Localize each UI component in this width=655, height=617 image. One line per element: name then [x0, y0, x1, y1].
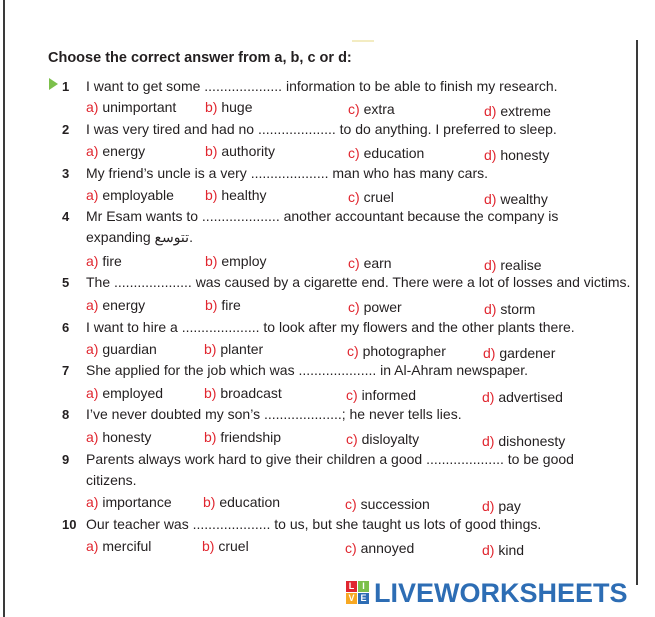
question-text: She applied for the job which was .................... in Al-Ahram newspaper. [86, 362, 528, 378]
option-c[interactable] [348, 254, 392, 272]
question-5 [62, 272, 631, 293]
option-letter: a) [86, 429, 99, 445]
option-d[interactable] [484, 146, 549, 164]
page-edge-left [3, 0, 5, 617]
option-letter: d) [484, 191, 497, 207]
option-letter: a) [86, 143, 99, 159]
option-b[interactable] [203, 493, 280, 511]
option-a[interactable] [86, 142, 145, 160]
option-c[interactable] [346, 430, 419, 448]
option-text: gardener [499, 345, 556, 361]
question-1 [62, 76, 622, 97]
option-text: fire [102, 253, 122, 269]
option-letter: c) [345, 496, 357, 512]
question-7 [62, 360, 622, 381]
logo-letter-l: L [346, 581, 357, 592]
option-text: unimportant [102, 99, 177, 115]
option-a[interactable] [86, 252, 122, 270]
option-c[interactable] [348, 298, 402, 316]
question-10 [62, 514, 622, 535]
option-a[interactable] [86, 428, 151, 446]
scan-smudge [352, 40, 374, 42]
option-letter: b) [204, 341, 217, 357]
option-letter: d) [484, 103, 497, 119]
question-text: I’ve never doubted my son’s ....................; he never tells lies. [86, 406, 462, 422]
option-text: energy [102, 143, 146, 159]
option-letter: c) [345, 540, 357, 556]
option-b[interactable] [205, 142, 275, 160]
option-letter: d) [482, 389, 495, 405]
option-text: fire [221, 297, 241, 313]
question-number: 1 [62, 79, 70, 94]
option-b[interactable] [204, 428, 281, 446]
option-b[interactable] [202, 537, 249, 555]
option-text: advertised [498, 389, 563, 405]
option-text: merciful [102, 538, 152, 554]
option-b[interactable] [205, 98, 253, 116]
option-letter: c) [348, 299, 360, 315]
page-edge-right [636, 40, 638, 585]
option-text: kind [498, 542, 525, 558]
option-text: planter [220, 341, 264, 357]
option-letter: a) [86, 538, 99, 554]
option-letter: a) [86, 341, 99, 357]
option-d[interactable] [484, 102, 551, 120]
question-text: I was very tired and had no .................... to do anything. I preferred to sleep. [86, 121, 557, 137]
option-c[interactable] [345, 495, 430, 513]
question-3 [62, 163, 622, 184]
option-letter: b) [204, 429, 217, 445]
option-text: friendship [220, 429, 282, 445]
option-letter: b) [204, 385, 217, 401]
question-text: I want to get some .................... information to be able to finish my research. [86, 78, 558, 94]
option-letter: b) [205, 253, 218, 269]
option-d[interactable] [482, 541, 524, 559]
option-text: energy [102, 297, 146, 313]
question-number: 2 [62, 122, 70, 137]
option-a[interactable] [86, 537, 151, 555]
option-text: authority [221, 143, 276, 159]
option-letter: c) [348, 101, 360, 117]
question-number: 8 [62, 407, 70, 422]
option-text: extra [363, 101, 395, 117]
question-2 [62, 119, 622, 140]
option-text: dishonesty [498, 433, 566, 449]
question-number: 4 [62, 209, 70, 224]
question-text: Parents always work hard to give their children a good .................... to be good [86, 451, 574, 467]
option-text: honesty [102, 429, 152, 445]
option-c[interactable] [348, 188, 394, 206]
option-letter: d) [482, 433, 495, 449]
option-text: employable [102, 187, 174, 203]
option-letter: b) [205, 297, 218, 313]
option-text: broadcast [220, 385, 282, 401]
option-a[interactable] [86, 493, 172, 511]
option-letter: a) [86, 297, 99, 313]
option-letter: a) [86, 494, 99, 510]
option-letter: b) [205, 187, 218, 203]
question-text: Our teacher was .................... to us, but she taught us lots of good things. [86, 516, 542, 532]
question-number: 9 [62, 452, 70, 467]
question-text: I want to hire a .................... to look after my flowers and the other plants there. [86, 319, 575, 335]
option-letter: a) [86, 187, 99, 203]
option-letter: b) [205, 99, 218, 115]
option-c[interactable] [346, 386, 416, 404]
option-text: employed [102, 385, 164, 401]
option-text: huge [221, 99, 253, 115]
option-a[interactable] [86, 340, 157, 358]
option-letter: c) [348, 255, 360, 271]
question-number: 7 [62, 363, 70, 378]
option-d[interactable] [482, 432, 565, 450]
question-9 [62, 449, 622, 490]
question-text: Mr Esam wants to .................... another accountant because the company is [86, 208, 559, 224]
option-letter: d) [484, 301, 497, 317]
option-a[interactable] [86, 186, 174, 204]
logo-letter-v: V [346, 593, 357, 604]
option-text: pay [498, 498, 521, 514]
logo-letter-e: E [358, 593, 369, 604]
play-audio-icon[interactable] [49, 78, 58, 90]
option-text: annoyed [360, 540, 415, 556]
question-number: 6 [62, 320, 70, 335]
option-b[interactable] [204, 340, 263, 358]
logo-text: LIVEWORKSHEETS [374, 577, 628, 608]
option-letter: a) [86, 99, 99, 115]
option-letter: c) [346, 431, 358, 447]
option-text: power [363, 299, 402, 315]
option-letter: b) [203, 494, 216, 510]
option-letter: d) [482, 498, 495, 514]
option-text: employ [221, 253, 267, 269]
question-text-continued: citizens. [86, 472, 137, 488]
option-text: healthy [221, 187, 267, 203]
option-letter: d) [483, 345, 496, 361]
option-b[interactable] [204, 384, 282, 402]
option-letter: d) [484, 257, 497, 273]
logo-letter-i: I [358, 581, 369, 592]
exercise-heading: Choose the correct answer from a, b, c or d: [48, 50, 352, 66]
option-text: disloyalty [361, 431, 420, 447]
option-letter: a) [86, 253, 99, 269]
option-letter: c) [346, 387, 358, 403]
option-text: honesty [500, 147, 550, 163]
option-text: education [219, 494, 281, 510]
option-b[interactable] [205, 186, 267, 204]
option-text: storm [500, 301, 536, 317]
option-c[interactable] [345, 539, 414, 557]
option-b[interactable] [205, 296, 241, 314]
option-a[interactable] [86, 384, 163, 402]
question-8 [62, 404, 622, 425]
option-letter: a) [86, 385, 99, 401]
option-letter: b) [205, 143, 218, 159]
option-text: photographer [362, 343, 446, 359]
option-d[interactable] [482, 497, 521, 515]
option-text: succession [360, 496, 430, 512]
option-text: wealthy [500, 191, 548, 207]
option-text: cruel [218, 538, 249, 554]
question-number: 3 [62, 166, 70, 181]
option-text: education [363, 145, 425, 161]
option-letter: c) [348, 189, 360, 205]
option-letter: d) [482, 542, 495, 558]
option-letter: c) [347, 343, 359, 359]
option-letter: c) [348, 145, 360, 161]
option-letter: b) [202, 538, 215, 554]
question-text: My friend’s uncle is a very .................... man who has many cars. [86, 165, 488, 181]
option-text: informed [361, 387, 417, 403]
liveworksheets-logo [346, 575, 628, 611]
option-text: realise [500, 257, 542, 273]
option-text: earn [363, 255, 392, 271]
option-a[interactable] [86, 98, 176, 116]
option-letter: d) [484, 147, 497, 163]
question-number: 10 [62, 517, 77, 532]
option-text: extreme [500, 103, 551, 119]
option-text: cruel [363, 189, 394, 205]
question-number: 5 [62, 275, 70, 290]
option-text: guardian [102, 341, 157, 357]
option-text: importance [102, 494, 172, 510]
question-4 [62, 206, 622, 247]
option-c[interactable] [348, 100, 395, 118]
question-text: The .................... was caused by a cigarette end. There were a lot of losses and victims. [86, 274, 631, 290]
question-text-continued: expanding تتوسع. [86, 229, 193, 245]
option-a[interactable] [86, 296, 145, 314]
logo-grid-icon [346, 581, 370, 605]
question-6 [62, 317, 622, 338]
option-d[interactable] [484, 300, 535, 318]
option-b[interactable] [205, 252, 266, 270]
option-c[interactable] [348, 144, 424, 162]
option-c[interactable] [347, 342, 446, 360]
